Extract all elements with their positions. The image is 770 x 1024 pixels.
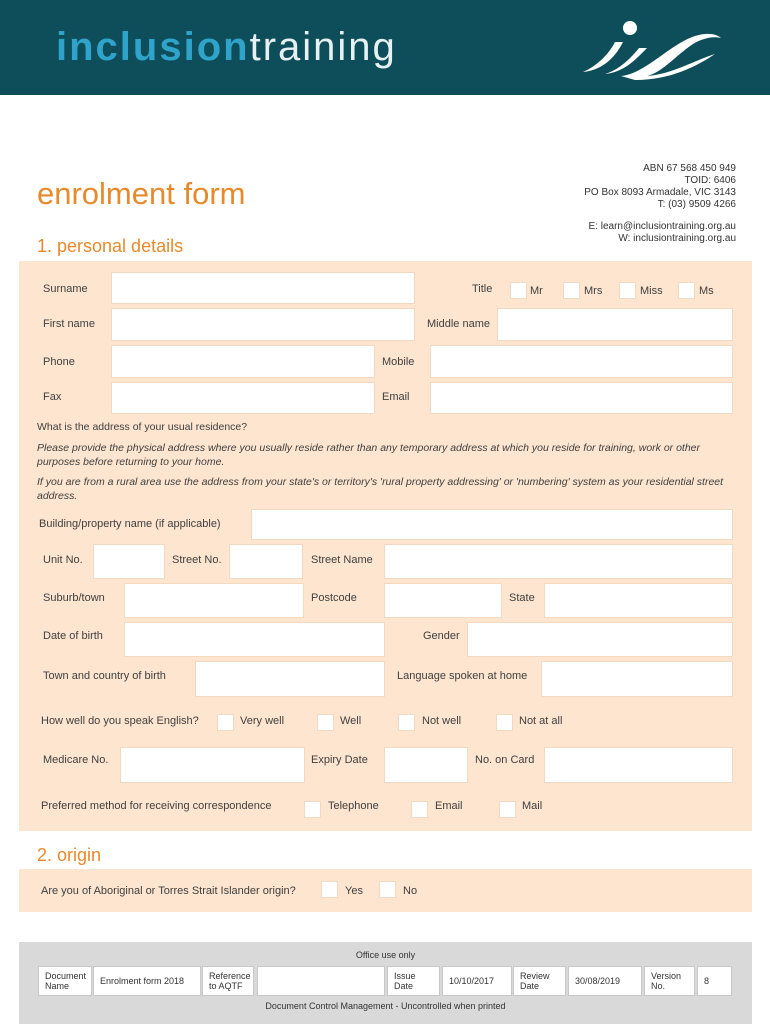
web-text: W: inclusiontraining.org.au <box>618 233 736 244</box>
address-note-physical: Please provide the physical address where you usually reside rather than any temporary address at which you reside for training, work or other purposes before returning to your home. <box>37 442 701 468</box>
language-field[interactable] <box>541 661 733 697</box>
street-name-label: Street Name <box>311 554 373 566</box>
brand-part-training: training <box>249 25 397 69</box>
dob-label: Date of birth <box>43 630 103 642</box>
form-title: enrolment form <box>37 176 246 211</box>
origin-yes-label: Yes <box>345 885 363 897</box>
suburb-label: Suburb/town <box>43 592 105 604</box>
middle-name-field[interactable] <box>497 308 733 341</box>
surname-field[interactable] <box>111 272 415 304</box>
gender-field[interactable] <box>467 622 733 657</box>
po-box-text: PO Box 8093 Armadale, VIC 3143 <box>584 187 736 198</box>
unit-no-field[interactable] <box>93 544 165 579</box>
corr-mail-label: Mail <box>522 800 543 812</box>
review-date-value: 30/08/2019 <box>568 966 642 996</box>
correspondence-label: Preferred method for receiving correspondence <box>41 800 272 812</box>
building-field[interactable] <box>251 509 733 540</box>
english-not-at-all-label: Not at all <box>519 715 563 727</box>
gender-label: Gender <box>423 630 460 642</box>
english-well-label: Well <box>340 715 362 727</box>
suburb-field[interactable] <box>124 583 304 618</box>
birth-place-label: Town and country of birth <box>43 670 166 682</box>
birth-place-field[interactable] <box>195 661 385 697</box>
postcode-label: Postcode <box>311 592 357 604</box>
version-value: 8 <box>697 966 732 996</box>
contact-block <box>584 163 736 245</box>
section-title-personal: 1. personal details <box>37 236 184 256</box>
first-name-label: First name <box>43 318 95 330</box>
english-well-checkbox[interactable] <box>317 714 334 731</box>
email-label: Email <box>382 391 410 403</box>
state-field[interactable] <box>544 583 733 618</box>
expiry-label: Expiry Date <box>311 754 368 766</box>
no-on-card-label: No. on Card <box>475 754 535 766</box>
issue-date-value: 10/10/2017 <box>442 966 512 996</box>
origin-yes-checkbox[interactable] <box>321 881 338 898</box>
corr-email-checkbox[interactable] <box>411 801 428 818</box>
fax-field[interactable] <box>111 382 375 414</box>
address-note-rural: If you are from a rural area use the address from your state's or territory's 'rural property addressing' or 'numbering' system as your residential street address. <box>37 476 724 502</box>
personal-details-panel <box>19 261 752 831</box>
street-no-field[interactable] <box>229 544 303 579</box>
title-mrs-checkbox[interactable] <box>563 282 580 299</box>
fax-label: Fax <box>43 391 62 403</box>
reference-field[interactable] <box>257 966 385 996</box>
first-name-field[interactable] <box>111 308 415 341</box>
origin-question: Are you of Aboriginal or Torres Strait Islander origin? <box>41 885 296 897</box>
review-date-label: Review Date <box>513 966 566 996</box>
address-question: What is the address of your usual residence? <box>37 421 248 433</box>
doc-name-value: Enrolment form 2018 <box>93 966 201 996</box>
phone-label: Phone <box>43 356 75 368</box>
english-very-well-checkbox[interactable] <box>217 714 234 731</box>
section-title-origin: 2. origin <box>37 845 102 865</box>
english-not-well-label: Not well <box>422 715 462 727</box>
email-field[interactable] <box>430 382 733 414</box>
mobile-field[interactable] <box>430 345 733 378</box>
origin-panel <box>19 869 752 912</box>
corr-mail-checkbox[interactable] <box>499 801 516 818</box>
state-label: State <box>509 592 535 604</box>
corr-email-label: Email <box>435 800 463 812</box>
doc-name-label: Document Name <box>38 966 92 996</box>
phone-field[interactable] <box>111 345 375 378</box>
issue-date-label: Issue Date <box>387 966 440 996</box>
brand-part-inclusion: inclusion <box>56 25 250 69</box>
language-label: Language spoken at home <box>397 670 528 682</box>
version-label: Version No. <box>644 966 695 996</box>
abn-text: ABN 67 568 450 949 <box>643 163 736 174</box>
header-banner <box>0 0 770 95</box>
origin-no-checkbox[interactable] <box>379 881 396 898</box>
street-name-field[interactable] <box>384 544 733 579</box>
no-on-card-field[interactable] <box>544 747 733 783</box>
title-label: Title <box>472 283 493 295</box>
english-not-well-checkbox[interactable] <box>398 714 415 731</box>
title-mrs-label: Mrs <box>584 285 603 297</box>
corr-telephone-checkbox[interactable] <box>304 801 321 818</box>
title-mr-checkbox[interactable] <box>510 282 527 299</box>
corr-telephone-label: Telephone <box>328 800 379 812</box>
english-question: How well do you speak English? <box>41 715 199 727</box>
ic-script-logo-icon <box>575 14 725 84</box>
mobile-label: Mobile <box>382 356 415 368</box>
title-miss-label: Miss <box>640 285 663 297</box>
title-ms-label: Ms <box>699 285 714 297</box>
english-very-well-label: Very well <box>240 715 285 727</box>
office-use-label: Office use only <box>355 950 416 960</box>
english-not-at-all-checkbox[interactable] <box>496 714 513 731</box>
surname-label: Surname <box>43 283 88 295</box>
medicare-field[interactable] <box>120 747 305 783</box>
title-mr-label: Mr <box>530 285 543 297</box>
document-control-footer <box>19 942 752 1024</box>
origin-no-label: No <box>403 885 418 897</box>
unit-no-label: Unit No. <box>43 554 83 566</box>
title-miss-checkbox[interactable] <box>619 282 636 299</box>
phone-text: T: (03) 9509 4266 <box>657 199 736 210</box>
expiry-field[interactable] <box>384 747 468 783</box>
title-ms-checkbox[interactable] <box>678 282 695 299</box>
dob-field[interactable] <box>124 622 385 657</box>
brand-wordmark <box>56 22 397 72</box>
email-text: E: learn@inclusiontraining.org.au <box>588 221 736 232</box>
medicare-label: Medicare No. <box>43 754 109 766</box>
building-label: Building/property name (if applicable) <box>39 518 221 530</box>
toid-text: TOID: 6406 <box>684 175 736 186</box>
middle-name-label: Middle name <box>427 318 490 330</box>
street-no-label: Street No. <box>172 554 222 566</box>
reference-label: Reference to AQTF <box>202 966 254 996</box>
postcode-field[interactable] <box>384 583 502 618</box>
control-note: Document Control Management - Uncontrolled when printed <box>265 1001 506 1011</box>
